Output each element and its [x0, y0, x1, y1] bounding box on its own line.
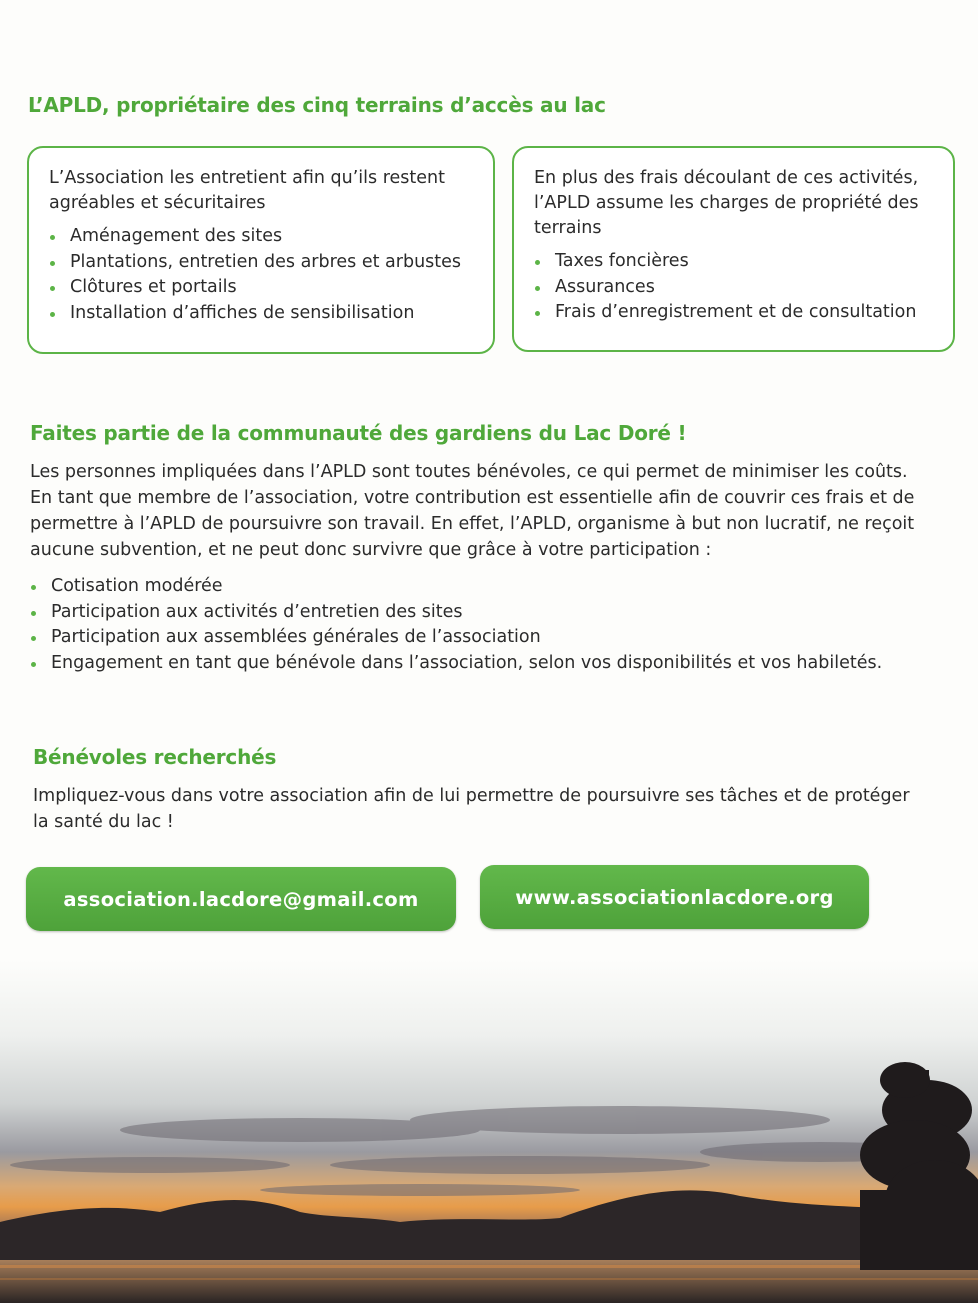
list-item: Assurances	[534, 275, 935, 301]
box-entretien-list	[49, 224, 475, 326]
list-item: Plantations, entretien des arbres et arbustes	[49, 250, 475, 276]
list-item: Frais d’enregistrement et de consultation	[534, 300, 935, 326]
section-title-terrains: L’APLD, propriétaire des cinq terrains d’accès au lac	[28, 93, 606, 117]
box-entretien-intro: L’Association les entretient afin qu’ils restent agréables et sécuritaires	[49, 168, 445, 213]
section-title-benevoles: Bénévoles recherchés	[33, 745, 277, 769]
list-item: Engagement en tant que bénévole dans l’association, selon vos disponibilités et vos habiletés.	[30, 651, 882, 677]
box-charges-intro: En plus des frais découlant de ces activités, l’APLD assume les charges de propriété des terrains	[534, 168, 919, 238]
list-item: Participation aux activités d’entretien des sites	[30, 600, 882, 626]
box-charges-list	[534, 249, 935, 326]
communaute-paragraph: Les personnes impliquées dans l’APLD sont toutes bénévoles, ce qui permet de minimiser les coûts. En tant que membre de l’association, votre contribution est essentielle afin de couvrir ces frais et de permettre à l’APLD de poursuivre son travail. En effet, l’APLD, organisme à but non lucratif, ne reçoit aucune subvention, et ne peut donc survivre que grâce à votre participation :	[30, 462, 915, 560]
lake-sunset-photo	[0, 960, 978, 1303]
box-entretien	[27, 146, 495, 354]
section-title-communaute: Faites partie de la communauté des gardiens du Lac Doré !	[30, 421, 687, 445]
list-item: Participation aux assemblées générales de l’association	[30, 625, 882, 651]
list-item: Installation d’affiches de sensibilisation	[49, 301, 475, 327]
website-button[interactable]: www.associationlacdore.org	[480, 865, 869, 929]
list-item: Clôtures et portails	[49, 275, 475, 301]
benevoles-paragraph: Impliquez-vous dans votre association afin de lui permettre de poursuivre ses tâches et de protéger la santé du lac !	[33, 786, 910, 832]
list-item: Taxes foncières	[534, 249, 935, 275]
box-charges	[512, 146, 955, 352]
list-item: Aménagement des sites	[49, 224, 475, 250]
email-button[interactable]: association.lacdore@gmail.com	[26, 867, 456, 931]
list-item: Cotisation modérée	[30, 574, 882, 600]
participation-list	[30, 574, 882, 676]
